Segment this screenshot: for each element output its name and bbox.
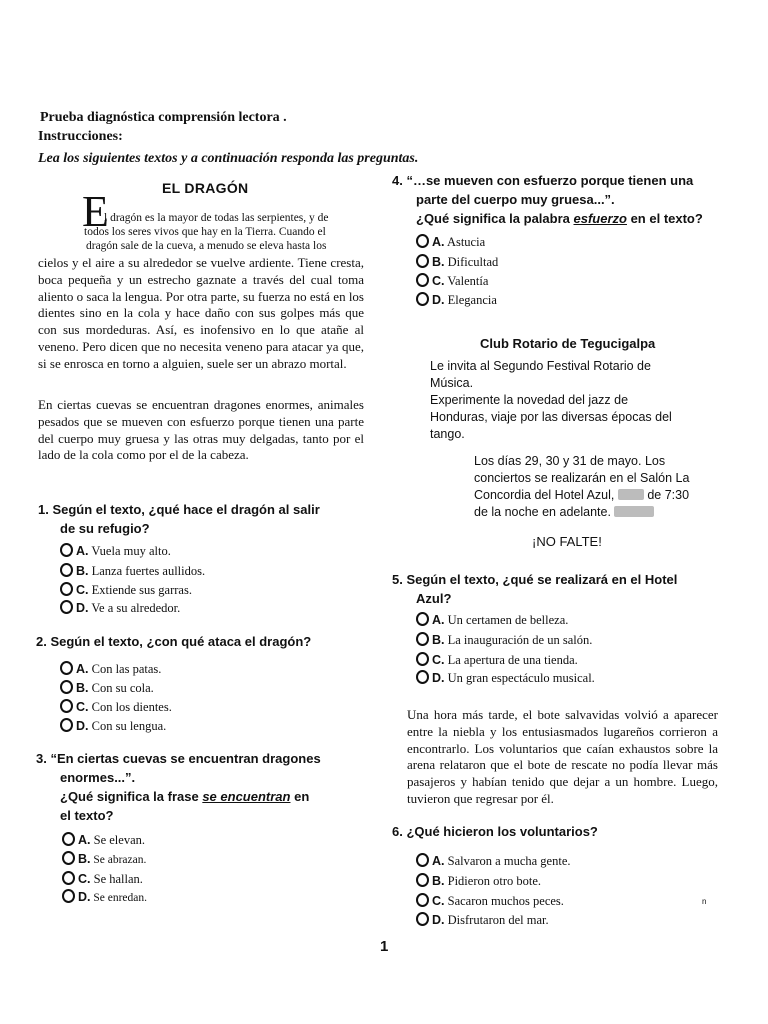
test-title: Prueba diagnóstica comprensión lectora . [40, 110, 287, 125]
option-4b[interactable]: B. Dificultad [416, 254, 498, 271]
dragon-title: EL DRAGÓN [162, 180, 249, 196]
club-invitation: Le invita al Segundo Festival Rotario de Música. Experimente la novedad del jazz de Honduras, viaje por las diversas épocas del tango. [430, 359, 672, 441]
question-text: Azul? [416, 591, 452, 606]
radio-circle-icon[interactable] [416, 234, 429, 248]
question-4 [392, 171, 703, 228]
radio-circle-icon[interactable] [60, 699, 73, 713]
question-text: ¿Qué significa la frase se encuentran en [60, 789, 310, 804]
question-1 [38, 500, 320, 538]
passage-line: todos los seres vivos que hay en la Tierra. Cuando el [84, 226, 326, 238]
question-2 [36, 632, 311, 651]
radio-circle-icon[interactable] [62, 889, 75, 903]
question-5 [392, 570, 677, 608]
club-details: Los días 29, 30 y 31 de mayo. Los conciertos se realizarán en el Salón La Concordia del Hotel Azul, de 7:30 de la noche en adelante. [474, 454, 690, 519]
question-text: de su refugio? [60, 521, 150, 536]
option-3d[interactable]: D. Se enredan. [62, 889, 147, 907]
radio-circle-icon[interactable] [416, 670, 429, 684]
club-title: Club Rotario de Tegucigalpa [480, 336, 656, 351]
question-text: 5. Según el texto, ¿qué se realizará en el Hotel [392, 572, 678, 587]
option-6c[interactable]: C. Sacaron muchos peces. [416, 893, 564, 910]
option-2c[interactable]: C. Con los dientes. [60, 699, 172, 716]
page-number: 1 [380, 938, 389, 955]
passage-line: dragón sale de la cueva, a menudo se eleva hasta los [86, 240, 327, 252]
option-5a[interactable]: A. Un certamen de belleza. [416, 612, 568, 629]
question-text: 6. ¿Qué hicieron los voluntarios? [392, 824, 598, 839]
option-1b[interactable]: B. Lanza fuertes aullidos. [60, 563, 205, 580]
passage-line: l dragón es la mayor de todas las serpientes, y de [104, 212, 329, 224]
radio-circle-icon[interactable] [62, 871, 75, 885]
margin-mark: n [702, 897, 707, 906]
radio-circle-icon[interactable] [416, 652, 429, 666]
option-5c[interactable]: C. La apertura de una tienda. [416, 652, 578, 669]
option-3a[interactable]: A. Se elevan. [62, 832, 145, 849]
radio-circle-icon[interactable] [62, 851, 75, 865]
option-1a[interactable]: A. Vuela muy alto. [60, 543, 171, 560]
radio-circle-icon[interactable] [60, 543, 73, 557]
drop-cap: E [82, 187, 109, 236]
option-6d[interactable]: D. Disfrutaron del mar. [416, 912, 549, 929]
radio-circle-icon[interactable] [416, 273, 429, 287]
option-1d[interactable]: D. Ve a su alrededor. [60, 600, 180, 617]
radio-circle-icon[interactable] [416, 853, 429, 867]
option-4d[interactable]: D. Elegancia [416, 292, 497, 309]
radio-circle-icon[interactable] [60, 718, 73, 732]
option-2a[interactable]: A. Con las patas. [60, 661, 161, 678]
question-text: parte del cuerpo muy gruesa...”. [416, 192, 615, 207]
option-4c[interactable]: C. Valentía [416, 273, 488, 290]
instructions-text: Lea los siguientes textos y a continuación responda las preguntas. [38, 151, 419, 166]
radio-circle-icon[interactable] [60, 600, 73, 614]
passage-paragraph: cielos y el aire a su alrededor se vuelve ardiente. Tiene cresta, boca pequeña y un estrecho gaznate a través del cual toma aliento o saca la lengua. Por otra parte, su fuerza no está en los dientes sino en la cola y hace daño con sus golpes más que con sus mordeduras. Así, es inofensivo en lo que atañe al veneno. Pero dicen que no necesita veneno para atacar ya que, si se enrosca en torno a alguien, suele ser un abrazo mortal. [38, 255, 364, 371]
club-slogan: ¡NO FALTE! [532, 534, 602, 549]
passage-paragraph: En ciertas cuevas se encuentran dragones enormes, animales pesados que se mueven con esfuerzo porque tienen una parte del cuerpo muy gruesa y las otras muy delgadas, tanto por el lado de la cola como por el de la cabeza. [38, 397, 364, 463]
ink-smudge-icon [618, 489, 644, 500]
question-text: 4. “…se mueven con esfuerzo porque tienen una [392, 173, 694, 188]
question-text: 1. Según el texto, ¿qué hace el dragón al salir [38, 502, 320, 517]
option-5d[interactable]: D. Un gran espectáculo musical. [416, 670, 595, 687]
question-text: 2. Según el texto, ¿con qué ataca el dragón? [36, 634, 312, 649]
option-3b[interactable]: B. Se abrazan. [62, 851, 146, 869]
question-text: ¿Qué significa la palabra esfuerzo en el texto? [416, 211, 703, 226]
option-3c[interactable]: C. Se hallan. [62, 871, 143, 888]
option-5b[interactable]: B. La inauguración de un salón. [416, 632, 592, 649]
question-text: el texto? [60, 808, 114, 823]
radio-circle-icon[interactable] [60, 582, 73, 596]
radio-circle-icon[interactable] [416, 612, 429, 626]
radio-circle-icon[interactable] [416, 292, 429, 306]
radio-circle-icon[interactable] [60, 563, 73, 577]
option-4a[interactable]: A. Astucia [416, 234, 485, 251]
radio-circle-icon[interactable] [60, 661, 73, 675]
radio-circle-icon[interactable] [416, 254, 429, 268]
option-6a[interactable]: A. Salvaron a mucha gente. [416, 853, 571, 870]
radio-circle-icon[interactable] [416, 893, 429, 907]
option-1c[interactable]: C. Extiende sus garras. [60, 582, 192, 599]
question-text: 3. “En ciertas cuevas se encuentran dragones [36, 751, 321, 766]
radio-circle-icon[interactable] [416, 873, 429, 887]
option-6b[interactable]: B. Pidieron otro bote. [416, 873, 541, 890]
instructions-label: Instrucciones: [38, 129, 123, 144]
radio-circle-icon[interactable] [60, 680, 73, 694]
option-2d[interactable]: D. Con su lengua. [60, 718, 166, 735]
boat-passage: Una hora más tarde, el bote salvavidas volvió a aparecer entre la niebla y los entusiasmados lugareños corrieron a encontrarlo. Los voluntarios que caían exhaustos sobre la arena relataron que el bote de rescate no podía llevar más pasajeros y habían tenido que dejar a un hombre. Luego, tuvieron que regresar por él. [407, 707, 718, 806]
ink-smudge-icon [614, 506, 654, 517]
question-3 [36, 749, 321, 825]
question-text: enormes...”. [60, 770, 136, 785]
question-6 [392, 822, 598, 841]
radio-circle-icon[interactable] [416, 912, 429, 926]
radio-circle-icon[interactable] [416, 632, 429, 646]
option-2b[interactable]: B. Con su cola. [60, 680, 154, 697]
radio-circle-icon[interactable] [62, 832, 75, 846]
